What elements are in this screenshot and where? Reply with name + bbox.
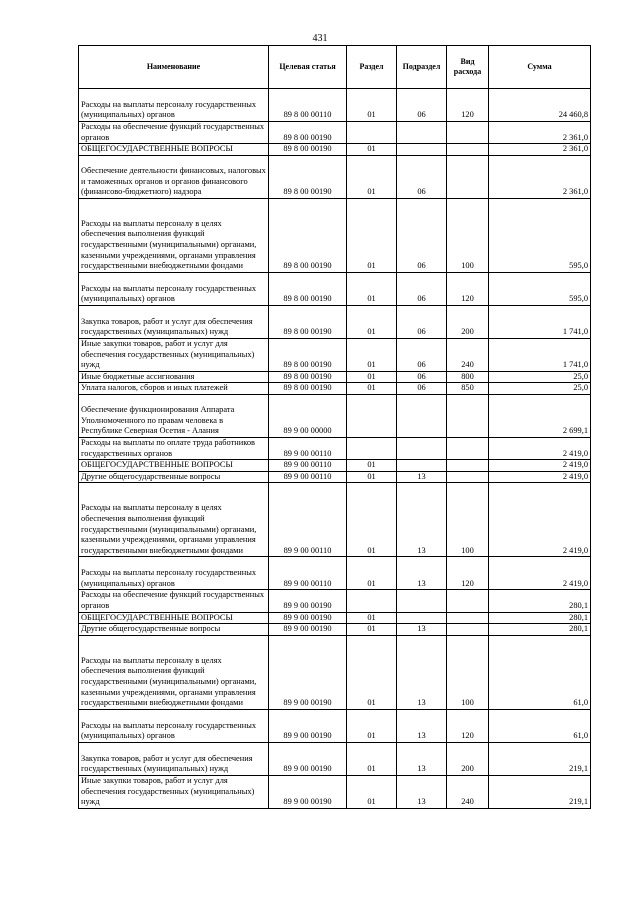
cell-section	[347, 590, 397, 612]
cell-name: Расходы на выплаты персоналу государственных (муниципальных) органов	[79, 709, 269, 742]
cell-amount: 1 741,0	[489, 338, 591, 371]
cell-expense-type: 200	[447, 305, 489, 338]
cell-amount: 2 419,0	[489, 460, 591, 472]
table-body	[79, 89, 591, 809]
cell-section: 01	[347, 155, 397, 198]
cell-expense-type: 120	[447, 89, 489, 122]
cell-expense-type: 100	[447, 635, 489, 709]
cell-target: 89 8 00 00110	[269, 89, 347, 122]
cell-amount: 219,1	[489, 775, 591, 808]
header-subsection: Подраздел	[397, 46, 447, 89]
cell-expense-type: 240	[447, 775, 489, 808]
table-header	[79, 46, 591, 89]
header-amount: Сумма	[489, 46, 591, 89]
cell-section: 01	[347, 144, 397, 156]
table-row	[79, 460, 591, 472]
cell-subsection	[397, 590, 447, 612]
cell-subsection: 13	[397, 709, 447, 742]
cell-amount: 2 361,0	[489, 155, 591, 198]
cell-name: Расходы на выплаты персоналу в целях обеспечения выполнения функций государственными (муниципальными) органами, казенными учреждениями, органами управления государственными внебюджетными фондами	[79, 198, 269, 272]
cell-section: 01	[347, 305, 397, 338]
cell-expense-type: 100	[447, 483, 489, 557]
cell-amount: 2 419,0	[489, 483, 591, 557]
cell-target: 89 8 00 00190	[269, 198, 347, 272]
cell-amount: 25,0	[489, 383, 591, 395]
cell-amount: 1 741,0	[489, 305, 591, 338]
cell-name: ОБЩЕГОСУДАРСТВЕННЫЕ ВОПРОСЫ	[79, 144, 269, 156]
cell-name: Расходы на выплаты персоналу в целях обеспечения выполнения функций государственными (муниципальными) органами, казенными учреждениями, органами управления государственными внебюджетными фондами	[79, 483, 269, 557]
cell-name: Расходы на выплаты персоналу в целях обеспечения выполнения функций государственными (муниципальными) органами, казенными учреждениями, органами управления государственными внебюджетными фондами	[79, 635, 269, 709]
cell-section: 01	[347, 557, 397, 590]
cell-section: 01	[347, 383, 397, 395]
cell-subsection: 06	[397, 155, 447, 198]
cell-amount: 2 361,0	[489, 122, 591, 144]
cell-section: 01	[347, 483, 397, 557]
cell-target: 89 9 00 00190	[269, 590, 347, 612]
cell-subsection: 13	[397, 557, 447, 590]
table-row	[79, 338, 591, 371]
cell-name: Обеспечение деятельности финансовых, налоговых и таможенных органов и органов финансового (финансово-бюджетного) надзора	[79, 155, 269, 198]
cell-amount: 280,1	[489, 612, 591, 624]
cell-expense-type: 200	[447, 742, 489, 775]
cell-section: 01	[347, 624, 397, 636]
cell-section: 01	[347, 460, 397, 472]
cell-subsection: 06	[397, 198, 447, 272]
header-name: Наименование	[79, 46, 269, 89]
cell-section: 01	[347, 272, 397, 305]
cell-target: 89 8 00 00190	[269, 338, 347, 371]
table-row	[79, 709, 591, 742]
table-row	[79, 775, 591, 808]
table-row	[79, 557, 591, 590]
cell-name: Обеспечение функционирования Аппарата Уполномоченного по правам человека в Республике Северная Осетия - Алания	[79, 394, 269, 437]
table-row	[79, 471, 591, 483]
cell-amount: 219,1	[489, 742, 591, 775]
cell-subsection: 06	[397, 305, 447, 338]
cell-subsection	[397, 612, 447, 624]
cell-amount: 2 699,1	[489, 394, 591, 437]
cell-expense-type: 120	[447, 557, 489, 590]
cell-target: 89 9 00 00110	[269, 460, 347, 472]
cell-target: 89 8 00 00190	[269, 305, 347, 338]
cell-target: 89 8 00 00190	[269, 383, 347, 395]
cell-target: 89 9 00 00110	[269, 437, 347, 459]
cell-subsection	[397, 144, 447, 156]
header-row	[79, 46, 591, 89]
cell-subsection	[397, 122, 447, 144]
cell-name: Иные бюджетные ассигнования	[79, 371, 269, 383]
cell-section: 01	[347, 775, 397, 808]
cell-target: 89 8 00 00190	[269, 272, 347, 305]
cell-name: Иные закупки товаров, работ и услуг для обеспечения государственных (муниципальных) нужд	[79, 338, 269, 371]
cell-subsection: 06	[397, 89, 447, 122]
cell-name: Расходы на выплаты по оплате труда работников государственных органов	[79, 437, 269, 459]
budget-table	[78, 45, 591, 809]
cell-section	[347, 394, 397, 437]
cell-expense-type	[447, 394, 489, 437]
cell-name: Другие общегосударственные вопросы	[79, 471, 269, 483]
cell-expense-type	[447, 144, 489, 156]
cell-subsection: 13	[397, 775, 447, 808]
cell-target: 89 9 00 00190	[269, 624, 347, 636]
cell-amount: 61,0	[489, 709, 591, 742]
table-row	[79, 612, 591, 624]
cell-section: 01	[347, 371, 397, 383]
cell-expense-type	[447, 122, 489, 144]
cell-expense-type: 120	[447, 709, 489, 742]
cell-name: Расходы на обеспечение функций государственных органов	[79, 590, 269, 612]
cell-target: 89 8 00 00190	[269, 155, 347, 198]
cell-amount: 61,0	[489, 635, 591, 709]
page-number: 431	[312, 33, 328, 44]
table-row	[79, 155, 591, 198]
cell-name: Расходы на выплаты персоналу государственных (муниципальных) органов	[79, 272, 269, 305]
cell-expense-type	[447, 624, 489, 636]
cell-name: Иные закупки товаров, работ и услуг для обеспечения государственных (муниципальных) нужд	[79, 775, 269, 808]
cell-amount: 2 419,0	[489, 471, 591, 483]
cell-name: Расходы на выплаты персоналу государственных (муниципальных) органов	[79, 557, 269, 590]
cell-target: 89 9 00 00190	[269, 709, 347, 742]
table-row	[79, 742, 591, 775]
cell-target: 89 8 00 00190	[269, 144, 347, 156]
cell-amount: 595,0	[489, 198, 591, 272]
cell-subsection: 13	[397, 624, 447, 636]
cell-subsection: 13	[397, 471, 447, 483]
cell-target: 89 9 00 00190	[269, 742, 347, 775]
cell-name: ОБЩЕГОСУДАРСТВЕННЫЕ ВОПРОСЫ	[79, 460, 269, 472]
cell-expense-type	[447, 155, 489, 198]
cell-expense-type: 100	[447, 198, 489, 272]
table-row	[79, 383, 591, 395]
cell-section	[347, 437, 397, 459]
cell-target: 89 8 00 00190	[269, 371, 347, 383]
table-row	[79, 437, 591, 459]
table-row	[79, 624, 591, 636]
cell-name: Расходы на обеспечение функций государственных органов	[79, 122, 269, 144]
table-row	[79, 635, 591, 709]
cell-section	[347, 122, 397, 144]
cell-amount: 595,0	[489, 272, 591, 305]
cell-expense-type: 800	[447, 371, 489, 383]
cell-subsection: 13	[397, 635, 447, 709]
cell-section: 01	[347, 198, 397, 272]
cell-target: 89 9 00 00000	[269, 394, 347, 437]
cell-target: 89 8 00 00190	[269, 122, 347, 144]
cell-name: Расходы на выплаты персоналу государственных (муниципальных) органов	[79, 89, 269, 122]
cell-expense-type	[447, 612, 489, 624]
cell-subsection: 06	[397, 383, 447, 395]
header-target: Целевая статья	[269, 46, 347, 89]
cell-amount: 280,1	[489, 624, 591, 636]
cell-section: 01	[347, 635, 397, 709]
cell-target: 89 9 00 00190	[269, 775, 347, 808]
cell-subsection	[397, 460, 447, 472]
cell-amount: 24 460,8	[489, 89, 591, 122]
cell-amount: 2 419,0	[489, 557, 591, 590]
cell-target: 89 9 00 00110	[269, 557, 347, 590]
cell-subsection: 06	[397, 371, 447, 383]
cell-expense-type: 240	[447, 338, 489, 371]
cell-name: ОБЩЕГОСУДАРСТВЕННЫЕ ВОПРОСЫ	[79, 612, 269, 624]
cell-expense-type: 850	[447, 383, 489, 395]
table-row	[79, 144, 591, 156]
cell-target: 89 9 00 00190	[269, 635, 347, 709]
cell-target: 89 9 00 00190	[269, 612, 347, 624]
table-row	[79, 122, 591, 144]
table-row	[79, 394, 591, 437]
cell-target: 89 9 00 00110	[269, 471, 347, 483]
cell-amount: 2 419,0	[489, 437, 591, 459]
cell-subsection: 06	[397, 272, 447, 305]
header-expense-type: Вид расхода	[447, 46, 489, 89]
table-row	[79, 198, 591, 272]
cell-section: 01	[347, 338, 397, 371]
cell-subsection	[397, 394, 447, 437]
table-row	[79, 371, 591, 383]
cell-expense-type	[447, 471, 489, 483]
cell-section: 01	[347, 612, 397, 624]
cell-subsection: 13	[397, 483, 447, 557]
cell-section: 01	[347, 89, 397, 122]
cell-expense-type	[447, 590, 489, 612]
table-row	[79, 272, 591, 305]
cell-section: 01	[347, 742, 397, 775]
cell-amount: 2 361,0	[489, 144, 591, 156]
cell-expense-type	[447, 460, 489, 472]
cell-name: Другие общегосударственные вопросы	[79, 624, 269, 636]
table-row	[79, 305, 591, 338]
table-row	[79, 483, 591, 557]
cell-section: 01	[347, 471, 397, 483]
cell-name: Уплата налогов, сборов и иных платежей	[79, 383, 269, 395]
cell-subsection: 06	[397, 338, 447, 371]
cell-expense-type	[447, 437, 489, 459]
cell-subsection	[397, 437, 447, 459]
table-row	[79, 89, 591, 122]
cell-amount: 280,1	[489, 590, 591, 612]
cell-target: 89 9 00 00110	[269, 483, 347, 557]
cell-amount: 25,0	[489, 371, 591, 383]
cell-section: 01	[347, 709, 397, 742]
cell-expense-type: 120	[447, 272, 489, 305]
table-row	[79, 590, 591, 612]
cell-name: Закупка товаров, работ и услуг для обеспечения государственных (муниципальных) нужд	[79, 305, 269, 338]
header-section: Раздел	[347, 46, 397, 89]
cell-name: Закупка товаров, работ и услуг для обеспечения государственных (муниципальных) нужд	[79, 742, 269, 775]
cell-subsection: 13	[397, 742, 447, 775]
